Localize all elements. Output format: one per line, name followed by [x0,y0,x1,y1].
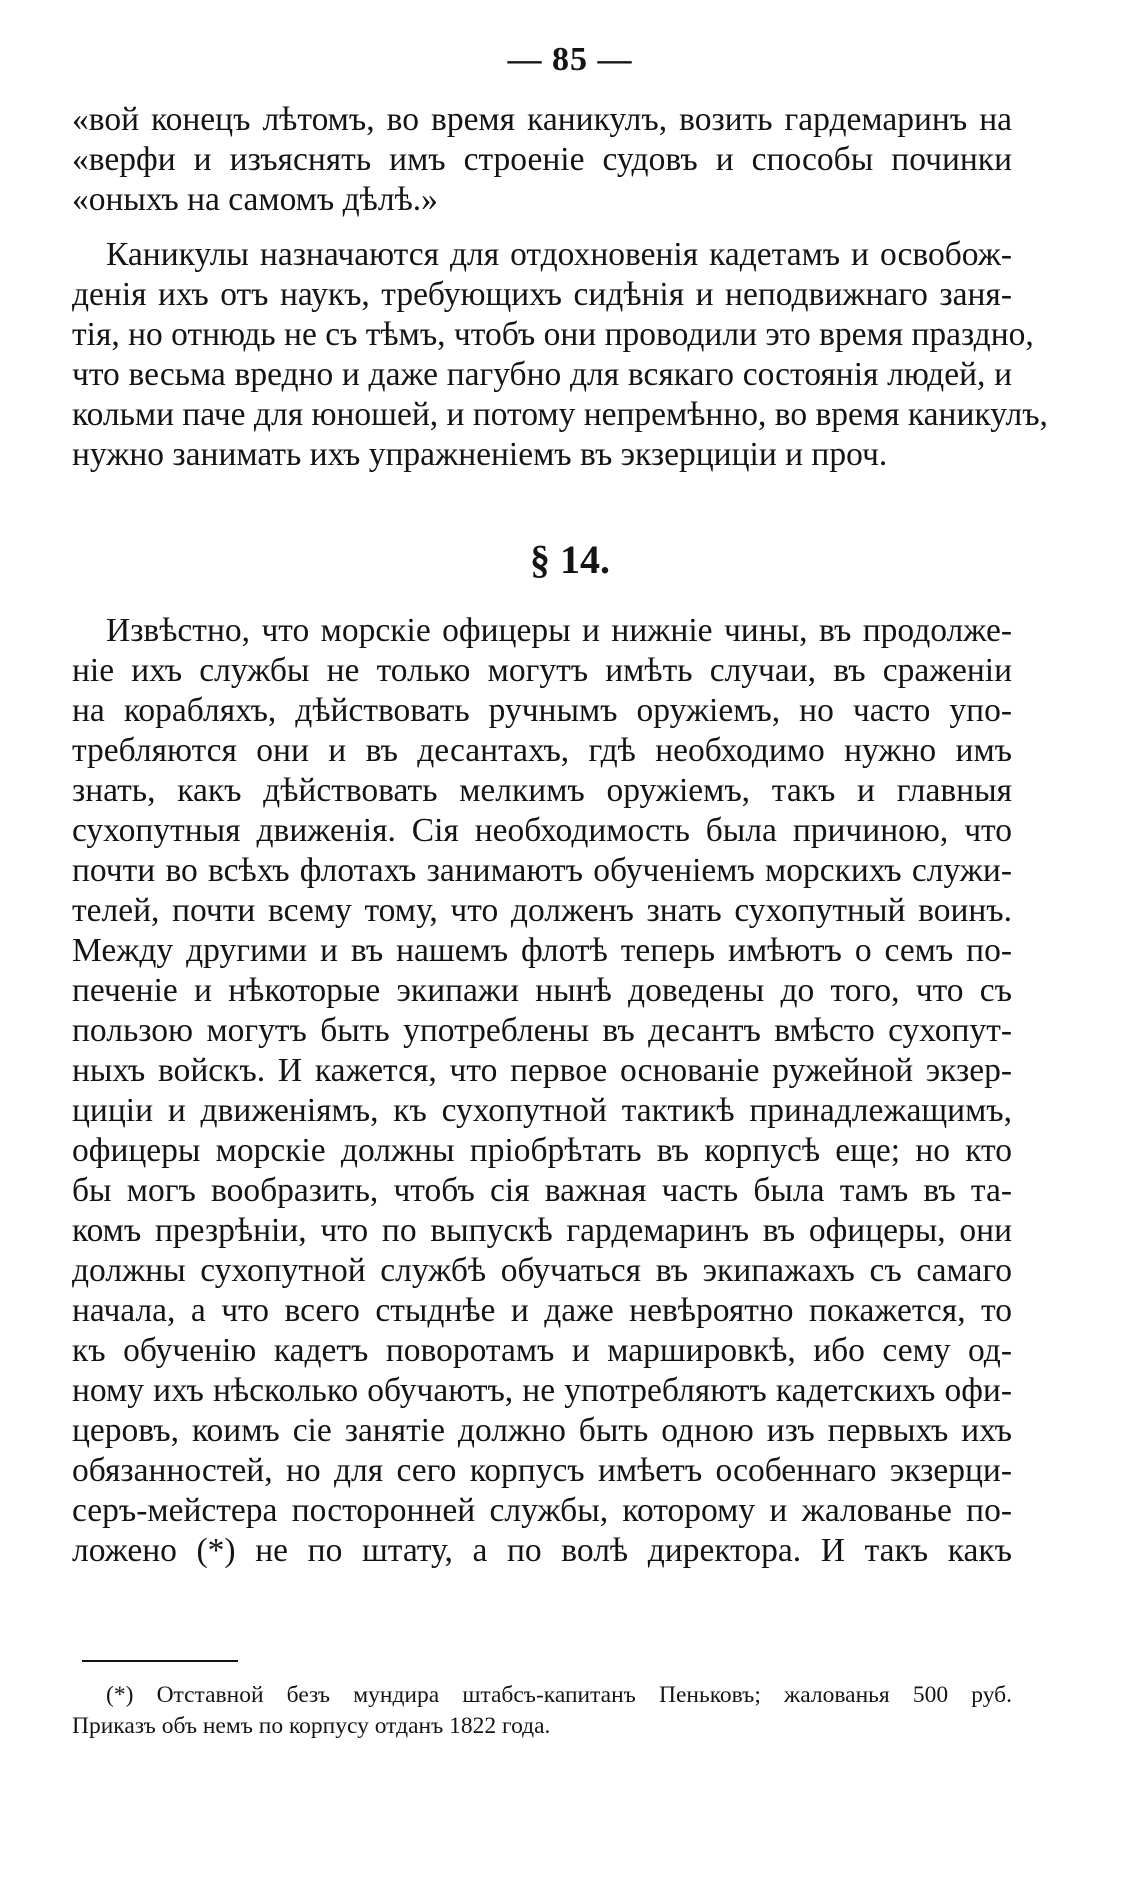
text-line: ному ихъ нѣсколько обучаютъ, не употребляютъ кадетскихъ офи- [72,1372,1012,1409]
text-line: пользою могутъ быть употреблены въ десантъ вмѣсто сухопут- [72,1012,1012,1049]
text-line: ніе ихъ службы не только могутъ имѣть случаи, въ сраженіи [72,652,1012,689]
paragraph-section-14 [72,611,1012,1571]
quote-paragraph [72,100,1012,220]
text-line: тія, но отнюдь не съ тѣмъ, чтобъ они проводили это время праздно, [72,316,1034,353]
text-line: печеніе и нѣкоторые экипажи нынѣ доведены до того, что съ [72,972,1012,1009]
text-line: «оныхъ на самомъ дѣлѣ.» [72,181,438,218]
text-line: что весьма вредно и даже пагубно для всякаго состоянія людей, и [72,356,1012,393]
text-line: на корабляхъ, дѣйствовать ручнымъ оружіемъ, но часто упо- [72,692,1012,729]
text-line: Извѣстно, что морскіе офицеры и нижніе чины, въ продолже- [106,612,1012,649]
text-line: комъ презрѣніи, что по выпускѣ гардемаринъ въ офицеры, они [72,1212,1012,1249]
text-line: кольми паче для юношей, и потому непремѣнно, во время каникулъ, [72,396,1048,433]
text-line: знать, какъ дѣйствовать мелкимъ оружіемъ, такъ и главныя [72,772,1012,809]
text-line: нужно занимать ихъ упражненіемъ въ экзерциціи и проч. [72,436,888,473]
footnote-line: (*) Отставной безъ мундира штабсъ-капитанъ Пеньковъ; жалованья 500 руб. [106,1682,1012,1708]
text-line: Каникулы назначаются для отдохновенія кадетамъ и освобож- [106,236,1012,273]
text-line: ложено (*) не по штату, а по волѣ директора. И такъ какъ [72,1532,1012,1569]
text-line: серъ-мейстера посторонней службы, которому и жалованье по- [72,1492,1012,1529]
text-line: ныхъ войскъ. И кажется, что первое основаніе ружейной экзер- [72,1052,1012,1089]
text-line: денія ихъ отъ наукъ, требующихъ сидѣнія и неподвижнаго заня- [72,276,1012,313]
text-line: начала, а что всего стыднѣе и даже невѣроятно покажется, то [72,1292,1012,1329]
page-number: — 85 — [507,41,633,78]
paragraph-canicule [72,235,1048,475]
text-line: телей, почти всему тому, что долженъ знать сухопутный воинъ. [72,892,1012,929]
text-line: почти во всѣхъ флотахъ занимаютъ обученіемъ морскихъ служи- [72,852,1012,889]
text-line: обязанностей, но для сего корпусъ имѣетъ особеннаго экзерци- [72,1452,1012,1489]
text-line: Между другими и въ нашемъ флотѣ теперь имѣютъ о семъ по- [72,932,1012,969]
section-heading: § 14. [530,537,610,582]
text-line: къ обученію кадетъ поворотамъ и маршировкѣ, ибо сему од- [72,1332,1012,1369]
footnote [72,1680,1012,1742]
text-line: офицеры морскіе должны пріобрѣтать въ корпусѣ еще; но кто [72,1132,1012,1169]
text-line: циціи и движеніямъ, къ сухопутной тактикѣ принадлежащимъ, [72,1092,1012,1129]
text-line: должны сухопутной службѣ обучаться въ экипажахъ съ самаго [72,1252,1012,1289]
footnote-line: Приказъ объ немъ по корпусу отданъ 1822 года. [72,1713,551,1739]
text-line: сухопутныя движенія. Сія необходимость была причиною, что [72,812,1012,849]
text-line: «вой конецъ лѣтомъ, во время каникулъ, возить гардемаринъ на [72,101,1012,138]
text-line: бы могъ вообразить, чтобъ сія важная часть была тамъ въ та- [72,1172,1012,1209]
text-line: церовъ, коимъ сіе занятіе должно быть одною изъ первыхъ ихъ [72,1412,1012,1449]
footnote-divider [82,1660,238,1662]
text-line: требляются они и въ десантахъ, гдѣ необходимо нужно имъ [72,732,1012,769]
text-line: «верфи и изъяснять имъ строеніе судовъ и способы починки [72,141,1012,178]
